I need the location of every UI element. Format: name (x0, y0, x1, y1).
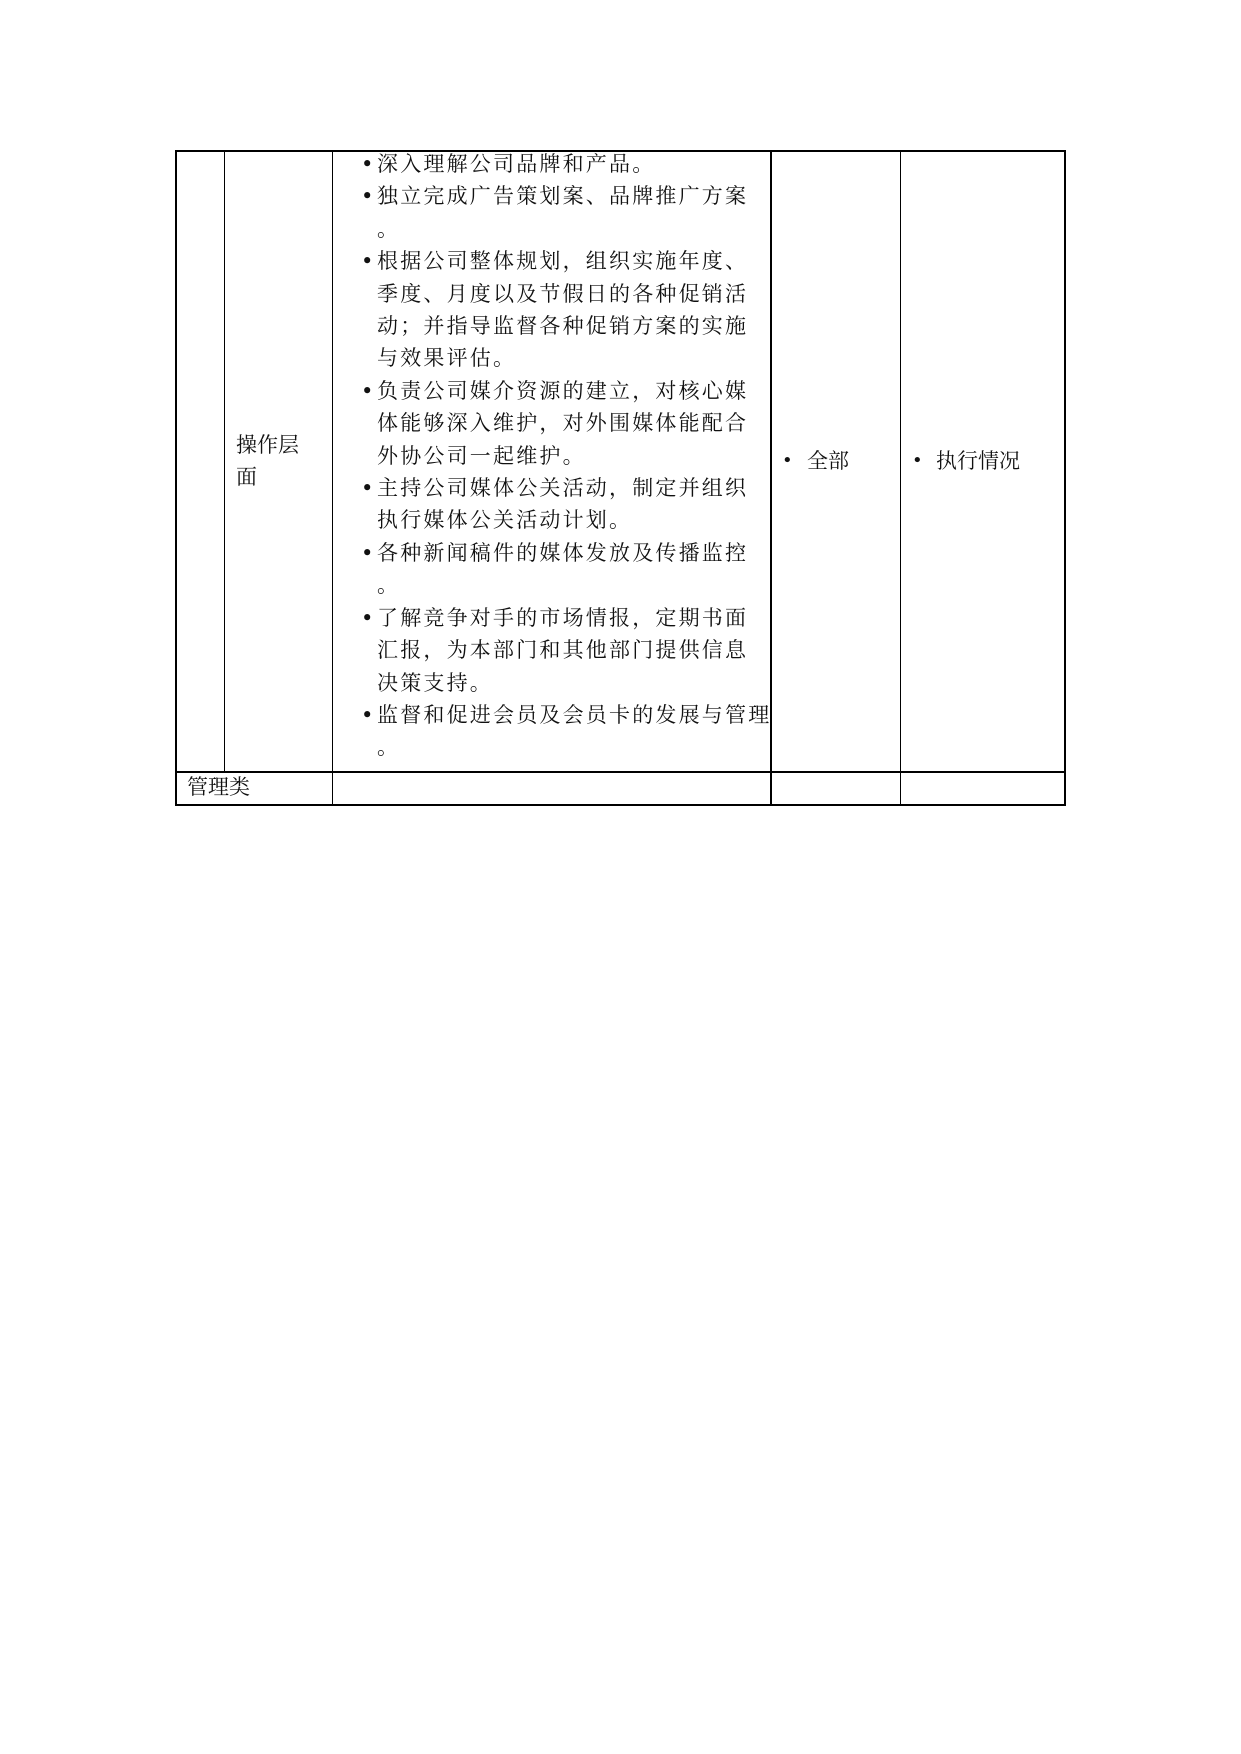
level-line-2: 面 (236, 465, 257, 489)
duty-text-line: 负责公司媒介资源的建立，对核心媒 (377, 378, 749, 403)
table-col-divider-level (224, 150, 225, 772)
level-cell (236, 429, 299, 493)
bullet-icon: • (361, 378, 374, 403)
duty-text-line: 深入理解公司品牌和产品。 (377, 152, 656, 176)
duty-text-line: 外协公司一起维护。 (377, 443, 586, 468)
bullet-icon: • (361, 702, 374, 727)
duty-list (361, 148, 771, 764)
duty-item (361, 472, 771, 537)
duty-item (361, 375, 771, 472)
duty-text-line: 。 (377, 573, 401, 598)
responsibility-table (0, 0, 1241, 820)
table-col-divider-duties (332, 150, 333, 806)
duty-text-line: 汇报，为本部门和其他部门提供信息 (377, 638, 749, 663)
bullet-icon: • (361, 249, 374, 274)
scope-bullet: • (782, 450, 793, 471)
duty-text-line: 。 (377, 216, 401, 241)
bullet-icon: • (361, 476, 374, 501)
duty-text-line: 主持公司媒体公关活动，制定并组织 (377, 476, 749, 501)
duty-text-line: 执行媒体公关活动计划。 (377, 508, 633, 533)
table-col-divider-evaluation (900, 150, 901, 806)
duty-text-line: 独立完成广告策划案、品牌推广方案 (377, 184, 749, 209)
duty-text-line: 。 (377, 735, 401, 760)
level-line-1: 操作层 (236, 433, 299, 457)
bullet-icon: • (361, 540, 374, 565)
duty-text-line: 决策支持。 (377, 670, 493, 695)
duty-item (361, 699, 771, 764)
duty-text-line: 根据公司整体规划，组织实施年度、 (377, 249, 749, 274)
duty-text-line: 监督和促进会员及会员卡的发展与管理 (377, 702, 772, 727)
duty-item (361, 602, 771, 699)
evaluation-bullet: • (912, 450, 923, 471)
duty-item (361, 180, 771, 245)
bullet-icon: • (361, 605, 374, 630)
table-border-right (1064, 150, 1066, 806)
duty-text-line: 体能够深入维护，对外围媒体能配合 (377, 411, 749, 436)
duty-text-line: 与效果评估。 (377, 346, 517, 371)
bullet-icon: • (361, 184, 374, 209)
table-border-bottom (175, 804, 1066, 806)
category-management: 管理类 (187, 775, 250, 799)
evaluation-value: 执行情况 (936, 449, 1020, 473)
duty-text-line: 季度、月度以及节假日的各种促销活 (377, 281, 749, 306)
scope-value: 全部 (807, 449, 849, 473)
duty-text-line: 了解竞争对手的市场情报，定期书面 (377, 605, 749, 630)
table-row-divider (175, 771, 1066, 773)
bullet-icon: • (361, 152, 374, 176)
duty-item (361, 148, 771, 180)
duty-text-line: 各种新闻稿件的媒体发放及传播监控 (377, 540, 749, 565)
duty-text-line: 动；并指导监督各种促销方案的实施 (377, 314, 749, 339)
table-border-left (175, 150, 177, 806)
duty-item (361, 245, 771, 375)
duty-item (361, 537, 771, 602)
